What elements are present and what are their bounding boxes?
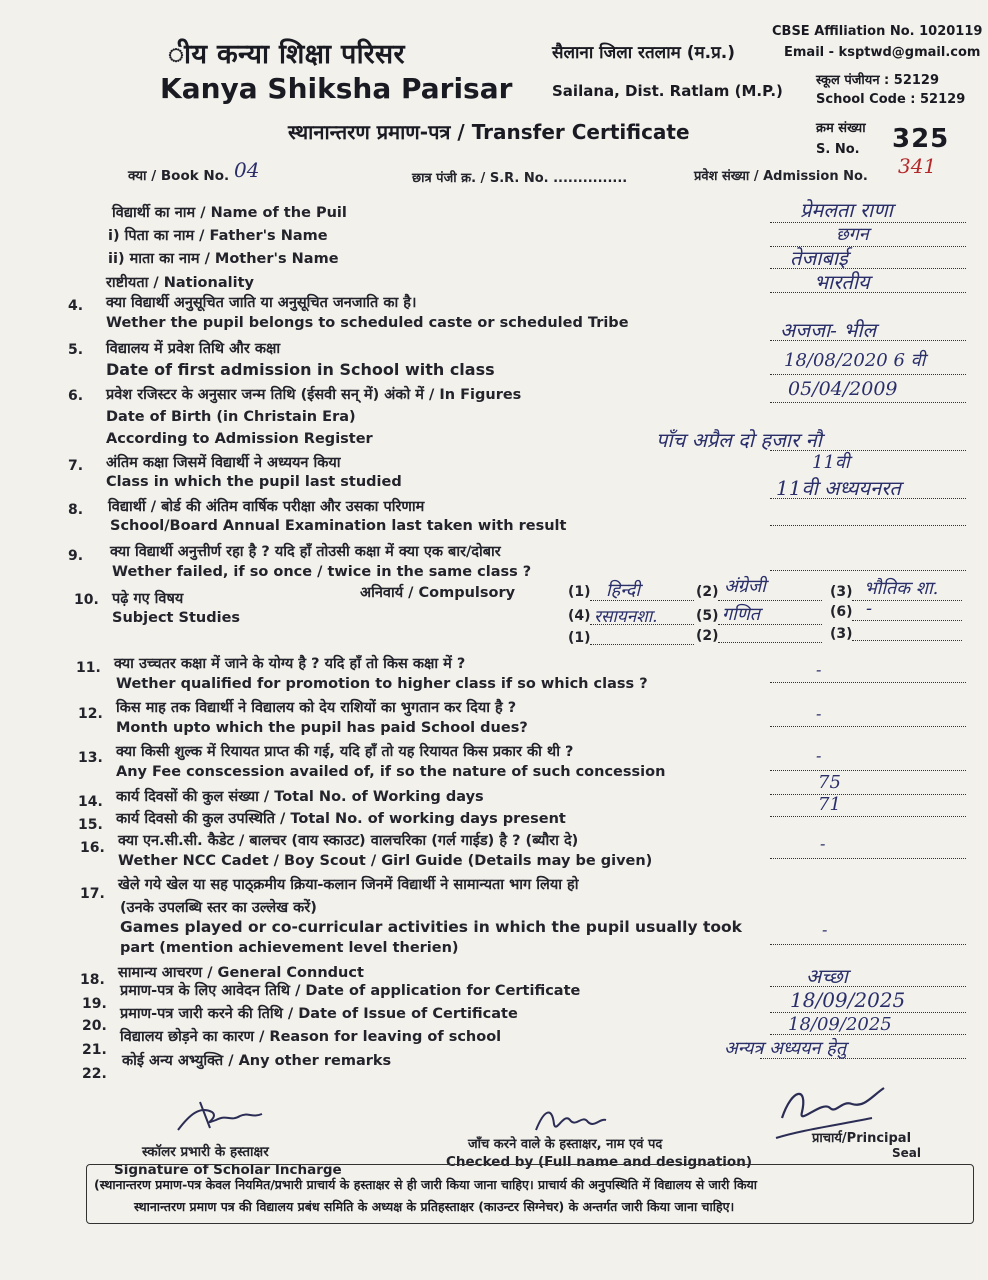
- field-label-mother-name: ii) माता का नाम / Mother's Name: [108, 251, 339, 267]
- field-label-dues-en: Month upto which the pupil has paid School dues?: [116, 720, 528, 736]
- field-label-ncc-hi: क्या एन.सी.सी. कैडेट / बालचर (वाय स्काउट) वालचरिका (गर्ल गाईड) है ? (ब्यौरा दे): [118, 833, 579, 849]
- subject-number: (1): [568, 584, 591, 600]
- serial-number: 325: [892, 124, 950, 154]
- school-code: School Code : 52129: [816, 92, 966, 107]
- subject-number: (1): [568, 630, 591, 646]
- field-label-admission-date-en: Date of first admission in School with class: [106, 360, 495, 379]
- field-label-dob-en: Date of Birth (in Christain Era): [106, 409, 356, 425]
- serial-label-hindi: क्रम संख्या: [816, 121, 866, 136]
- field-label-admission-date-hi: विद्यालय में प्रवेश तिथि और कक्षा: [106, 341, 281, 357]
- field-number: 7.: [68, 458, 84, 474]
- field-value-nationality: भारतीय: [814, 270, 870, 294]
- field-label-caste-en: Wether the pupil belongs to scheduled caste or scheduled Tribe: [106, 315, 629, 331]
- field-label-exam-hi: विद्यार्थी / बोर्ड की अंतिम वार्षिक परीक्षा और उसका परिणाम: [108, 499, 425, 515]
- field-label-conduct: सामान्य आचरण / General Connduct: [118, 965, 364, 981]
- field-value-conduct: अच्छा: [806, 964, 848, 988]
- cbse-affiliation: CBSE Affiliation No. 1020119: [772, 24, 983, 39]
- field-label-dob-hi: प्रवेश रजिस्टर के अनुसार जन्म तिथि (ईसवी सन् में) अंको में / In Figures: [106, 387, 522, 403]
- school-location-english: Sailana, Dist. Ratlam (M.P.): [552, 82, 783, 100]
- field-value-ncc: -: [820, 834, 826, 853]
- field-label-promotion-en: Wether qualified for promotion to higher class if so which class ?: [116, 676, 648, 692]
- dotted-line: [770, 402, 966, 403]
- seal-label: Seal: [892, 1146, 921, 1160]
- scholar-signature-label-en: Signature of Scholar Incharge: [114, 1162, 342, 1178]
- field-number: 9.: [68, 548, 84, 564]
- school-name-hindi: ीय कन्या शिक्षा परिसर: [168, 39, 405, 70]
- field-label-working-days: कार्य दिवसों की कुल संख्या / Total No. of Working days: [116, 789, 484, 805]
- field-value-dob-words: पाँच अप्रैल दो हजार नौ: [656, 428, 822, 452]
- field-number: 18.: [80, 972, 105, 988]
- field-value-activities: -: [822, 920, 828, 939]
- field-label-issue-date: प्रमाण-पत्र जारी करने की तिथि / Date of Issue of Certificate: [120, 1006, 518, 1022]
- subject-value: भौतिक शा.: [864, 578, 939, 599]
- principal-label: प्राचार्य/Principal: [812, 1131, 912, 1146]
- field-label-activities-en: Games played or co-curricular activities in which the pupil usually took: [120, 918, 742, 936]
- field-value-working-days: 75: [818, 772, 841, 793]
- field-label-dues-hi: किस माह तक विद्यार्थी ने विद्यालय को देय राशियों का भुगतान कर दिया है ?: [116, 700, 517, 716]
- field-number: 8.: [68, 502, 84, 518]
- certificate-title: स्थानान्तरण प्रमाण-पत्र / Transfer Certificate: [288, 120, 690, 144]
- field-label-ncc-en: Wether NCC Cadet / Boy Scout / Girl Guide (Details may be given): [118, 853, 653, 869]
- field-number: 5.: [68, 342, 84, 358]
- scholar-signature-scribble: [170, 1094, 270, 1140]
- dotted-line: [852, 620, 962, 621]
- subject-value: हिन्दी: [606, 580, 641, 601]
- field-value-application-date: 18/09/2025: [790, 988, 906, 1012]
- subject-value: रसायनशा.: [594, 607, 658, 627]
- field-label-remarks: कोई अन्य अभ्युक्ति / Any other remarks: [122, 1053, 392, 1069]
- school-registration: स्कूल पंजीयन : 52129: [816, 73, 940, 88]
- field-number: 21.: [82, 1042, 107, 1058]
- field-value-last-class: 11वी: [812, 452, 850, 473]
- checked-by-label-en: Checked by (Full name and designation): [446, 1154, 752, 1170]
- subject-value: -: [866, 598, 873, 619]
- field-label-activities-en2: part (mention achievement level therien): [120, 940, 459, 956]
- dotted-line: [770, 944, 966, 945]
- compulsory-label: अनिवार्य / Compulsory: [360, 585, 516, 601]
- subject-number: (3): [830, 584, 853, 600]
- field-number: 19.: [82, 996, 107, 1012]
- field-number: 12.: [78, 706, 103, 722]
- field-label-nationality: राष्टीयता / Nationality: [106, 275, 254, 291]
- dotted-line: [770, 770, 966, 771]
- field-number: 14.: [78, 794, 103, 810]
- field-label-exam-en: School/Board Annual Examination last taken with result: [110, 518, 567, 534]
- serial-label-english: S. No.: [816, 142, 860, 157]
- field-label-last-class-hi: अंतिम कक्षा जिसमें विद्यार्थी ने अध्ययन किया: [106, 455, 341, 471]
- scholar-signature-label-hi: स्कॉलर प्रभारी के हस्ताक्षर: [142, 1144, 269, 1160]
- field-number: 4.: [68, 298, 84, 314]
- field-label-subjects-hi: पढ़े गए विषय: [112, 591, 184, 607]
- field-value-days-present: 71: [818, 794, 841, 815]
- field-number: 17.: [80, 886, 105, 902]
- field-number: 10.: [74, 592, 99, 608]
- checked-by-label-hi: जाँच करने वाले के हस्ताक्षर, नाम एवं पद: [468, 1137, 663, 1152]
- school-location-hindi: सैलाना जिला रतलाम (म.प्र.): [552, 43, 735, 63]
- field-number: 15.: [78, 817, 103, 833]
- field-value-dues: -: [816, 704, 822, 723]
- subject-number: (2): [696, 584, 719, 600]
- field-number: 20.: [82, 1018, 107, 1034]
- dotted-line: [852, 640, 962, 641]
- dotted-line: [770, 525, 966, 526]
- field-label-activities-hi: खेले गये खेल या सह पाठ्क्रमीय क्रिया-कलान जिनमें विद्यार्थी ने सामान्यता भाग लिया हो: [118, 877, 579, 893]
- field-label-failed-hi: क्या विद्यार्थी अनुत्तीर्ण रहा है ? यदि हाँ तोउसी कक्षा में क्या एक बार/दोबार: [110, 544, 501, 560]
- field-label-failed-en: Wether failed, if so once / twice in the same class ?: [112, 564, 532, 580]
- book-number-label: क्या / Book No.: [128, 168, 230, 184]
- subject-value: अंग्रेजी: [724, 576, 766, 597]
- dotted-line: [770, 570, 966, 571]
- admission-number-label: प्रवेश संख्या / Admission No.: [694, 169, 868, 184]
- footer-note-line2: स्थानान्तरण प्रमाण पत्र की विद्यालय प्रबंध समिति के अध्यक्ष के प्रतिहस्ताक्षर (काउन्टर सिग्नेचर) के अन्तर्गत जारी किया जाना चाहिए।: [134, 1199, 735, 1214]
- dotted-line: [590, 644, 694, 645]
- field-value-father-name: छगन: [836, 224, 869, 245]
- field-value-leaving-reason: अन्यत्र अध्ययन हेतु: [724, 1038, 847, 1059]
- field-label-father-name: i) पिता का नाम / Father's Name: [108, 228, 328, 244]
- book-number-value: 04: [234, 158, 260, 182]
- subject-number: (5): [696, 608, 719, 624]
- sr-number-label: छात्र पंजी क्र. / S.R. No. ...............: [412, 171, 628, 186]
- field-value-student-name: प्रेमलता राणा: [800, 198, 893, 222]
- field-value-promotion: -: [816, 660, 822, 679]
- dotted-line: [770, 1012, 966, 1013]
- dotted-line: [770, 816, 966, 817]
- field-number: 11.: [76, 660, 101, 676]
- field-label-subjects-en: Subject Studies: [112, 610, 241, 626]
- footer-note-box: [86, 1164, 974, 1224]
- footer-note-line1: (स्थानान्तरण प्रमाण-पत्र केवल नियमित/प्रभारी प्राचार्य के हस्ताक्षर से ही जारी किया जाना चाहिए। प्राचार्य की अनुपस्थिति में विद्यालय से जारी किया: [94, 1177, 758, 1192]
- field-value-admission-date: 18/08/2020 6 वी: [784, 350, 926, 371]
- field-value-last-class-status: 11वी अध्ययनरत: [776, 476, 901, 500]
- field-label-activities-hi2: (उनके उपलब्धि स्तर का उल्लेख करें): [120, 900, 317, 916]
- field-label-days-present: कार्य दिवसो की कुल उपस्थिति / Total No. of working days present: [116, 811, 566, 827]
- field-label-caste-hi: क्या विद्यार्थी अनुसूचित जाति या अनुसूचित जनजाति का है।: [106, 295, 417, 311]
- field-number: 22.: [82, 1066, 107, 1082]
- subject-number: (6): [830, 604, 853, 620]
- dotted-line: [770, 682, 966, 683]
- field-label-application-date: प्रमाण-पत्र के लिए आवेदन तिथि / Date of application for Certificate: [120, 983, 581, 999]
- field-label-concession-hi: क्या किसी शुल्क में रियायत प्राप्त की गई, यदि हाँ तो यह रियायत किस प्रकार की थी ?: [116, 744, 574, 760]
- dotted-line: [770, 726, 966, 727]
- admission-number-value: 341: [898, 154, 937, 178]
- field-number: 16.: [80, 840, 105, 856]
- dotted-line: [770, 858, 966, 859]
- subject-number: (2): [696, 628, 719, 644]
- field-label-leaving-reason: विद्यालय छोड़ने का कारण / Reason for leaving of school: [120, 1029, 502, 1045]
- field-label-dob-en2: According to Admission Register: [106, 431, 373, 447]
- field-label-student-name: विद्यार्थी का नाम / Name of the Puil: [112, 205, 347, 221]
- field-value-issue-date: 18/09/2025: [788, 1014, 892, 1035]
- field-value-concession: -: [816, 746, 822, 765]
- field-value-mother-name: तेजाबाई: [790, 246, 848, 270]
- dotted-line: [770, 986, 966, 987]
- subject-number: (3): [830, 626, 853, 642]
- school-name-english: Kanya Shiksha Parisar: [160, 72, 513, 105]
- field-label-last-class-en: Class in which the pupil last studied: [106, 474, 402, 490]
- school-email: Email - ksptwd@gmail.com: [784, 45, 981, 60]
- dotted-line: [770, 374, 966, 375]
- dotted-line: [718, 642, 822, 643]
- dotted-line: [770, 450, 966, 451]
- field-value-caste: अजजा- भील: [780, 318, 877, 342]
- dotted-line: [770, 794, 966, 795]
- dotted-line: [718, 600, 822, 601]
- field-number: 13.: [78, 750, 103, 766]
- field-value-dob-figures: 05/04/2009: [788, 378, 898, 400]
- field-label-concession-en: Any Fee conscession availed of, if so the nature of such concession: [116, 764, 666, 780]
- subject-number: (4): [568, 608, 591, 624]
- field-number: 6.: [68, 388, 84, 404]
- field-label-promotion-hi: क्या उच्चतर कक्षा में जाने के योग्य है ? यदि हाँ तो किस कक्षा में ?: [114, 656, 466, 672]
- subject-value: गणित: [722, 604, 761, 625]
